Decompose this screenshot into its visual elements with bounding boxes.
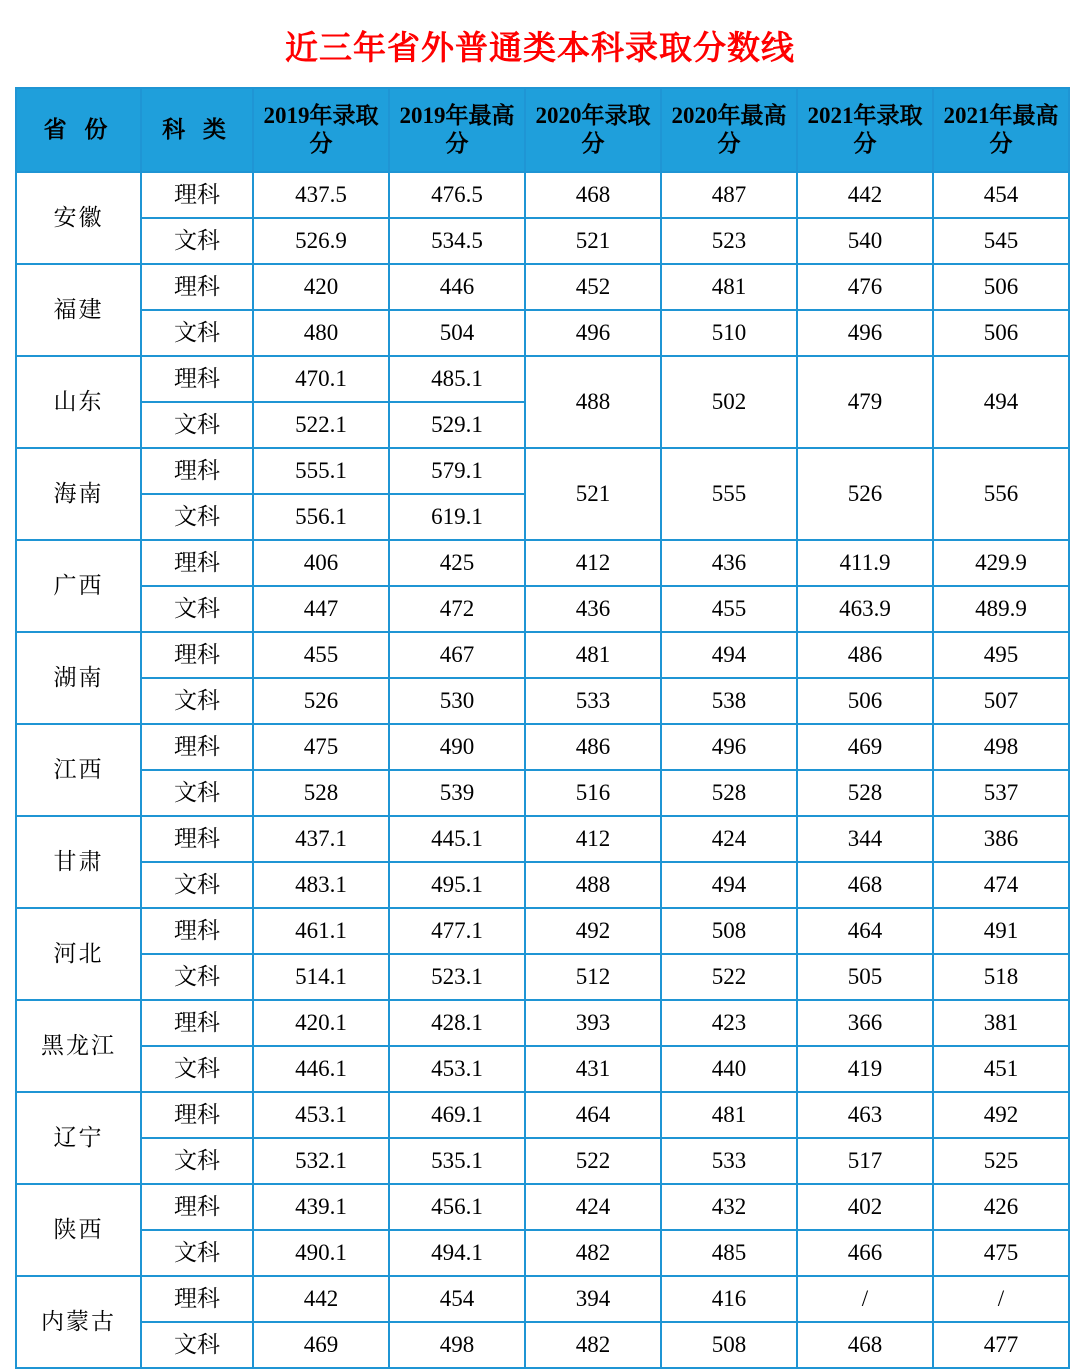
cell-score: 393 <box>525 1000 661 1046</box>
cell-score: 496 <box>797 310 933 356</box>
cell-score: 517 <box>797 1138 933 1184</box>
cell-score: 489.9 <box>933 586 1069 632</box>
cell-category: 文科 <box>141 678 253 724</box>
table-row <box>16 264 1069 310</box>
cell-score: 504 <box>389 310 525 356</box>
cell-score: 411.9 <box>797 540 933 586</box>
cell-category: 文科 <box>141 954 253 1000</box>
cell-score: 420.1 <box>253 1000 389 1046</box>
cell-score: 522 <box>661 954 797 1000</box>
cell-score: 456.1 <box>389 1184 525 1230</box>
cell-score: 545 <box>933 218 1069 264</box>
cell-score: 463.9 <box>797 586 933 632</box>
cell-category: 文科 <box>141 586 253 632</box>
cell-score: 455 <box>253 632 389 678</box>
cell-score: 442 <box>797 172 933 218</box>
cell-score: 468 <box>525 172 661 218</box>
table-row <box>16 448 1069 494</box>
cell-score: 526 <box>253 678 389 724</box>
cell-score: 523.1 <box>389 954 525 1000</box>
cell-score: 498 <box>933 724 1069 770</box>
cell-province: 辽宁 <box>16 1092 141 1184</box>
cell-score: 535.1 <box>389 1138 525 1184</box>
table-row <box>16 1184 1069 1230</box>
cell-score: 440 <box>661 1046 797 1092</box>
cell-score: 475 <box>253 724 389 770</box>
cell-score: 528 <box>797 770 933 816</box>
cell-score: 530 <box>389 678 525 724</box>
cell-category: 理科 <box>141 724 253 770</box>
cell-score: 445.1 <box>389 816 525 862</box>
page-title: 近三年省外普通类本科录取分数线 <box>285 31 795 67</box>
cell-score: 475 <box>933 1230 1069 1276</box>
cell-category: 理科 <box>141 356 253 402</box>
table-row <box>16 1276 1069 1322</box>
cell-score: 483.1 <box>253 862 389 908</box>
cell-category: 文科 <box>141 402 253 448</box>
cell-score: 555.1 <box>253 448 389 494</box>
table-row <box>16 356 1069 402</box>
cell-score: 495 <box>933 632 1069 678</box>
cell-score: 521 <box>525 448 661 540</box>
cell-score: 528 <box>253 770 389 816</box>
cell-category: 理科 <box>141 540 253 586</box>
cell-score: 510 <box>661 310 797 356</box>
cell-province: 甘肃 <box>16 816 141 908</box>
cell-score: 452 <box>525 264 661 310</box>
cell-score: 540 <box>797 218 933 264</box>
cell-score: 537 <box>933 770 1069 816</box>
cell-score: 381 <box>933 1000 1069 1046</box>
cell-score: 506 <box>933 264 1069 310</box>
cell-category: 文科 <box>141 862 253 908</box>
column-header-2020-admit: 2020年录取分 <box>525 88 661 172</box>
cell-score: 494 <box>933 356 1069 448</box>
cell-score: 579.1 <box>389 448 525 494</box>
cell-score: 526 <box>797 448 933 540</box>
cell-score: 494.1 <box>389 1230 525 1276</box>
table-row <box>16 586 1069 632</box>
cell-score: 454 <box>933 172 1069 218</box>
cell-score: 496 <box>661 724 797 770</box>
cell-score: 479 <box>797 356 933 448</box>
cell-score: 451 <box>933 1046 1069 1092</box>
cell-score: 525 <box>933 1138 1069 1184</box>
cell-score: 386 <box>933 816 1069 862</box>
cell-score: 481 <box>525 632 661 678</box>
table-row <box>16 632 1069 678</box>
cell-province: 江西 <box>16 724 141 816</box>
cell-category: 理科 <box>141 816 253 862</box>
cell-province: 安徽 <box>16 172 141 264</box>
cell-province: 黑龙江 <box>16 1000 141 1092</box>
cell-score: 463 <box>797 1092 933 1138</box>
cell-score: 482 <box>525 1230 661 1276</box>
cell-score: 481 <box>661 264 797 310</box>
cell-score: 477.1 <box>389 908 525 954</box>
cell-score: 412 <box>525 816 661 862</box>
cell-score: 482 <box>525 1322 661 1368</box>
cell-score: 464 <box>797 908 933 954</box>
cell-score: 556 <box>933 448 1069 540</box>
cell-score: 539 <box>389 770 525 816</box>
cell-score: 455 <box>661 586 797 632</box>
cell-score: / <box>933 1276 1069 1322</box>
cell-score: 461.1 <box>253 908 389 954</box>
cell-score: 402 <box>797 1184 933 1230</box>
cell-score: 412 <box>525 540 661 586</box>
table-body <box>16 172 1069 1368</box>
cell-score: 420 <box>253 264 389 310</box>
cell-score: 429.9 <box>933 540 1069 586</box>
table-row <box>16 1322 1069 1368</box>
cell-score: 529.1 <box>389 402 525 448</box>
table-header <box>16 88 1069 172</box>
table-row <box>16 724 1069 770</box>
cell-category: 文科 <box>141 1138 253 1184</box>
cell-category: 理科 <box>141 1276 253 1322</box>
cell-score: 494 <box>661 862 797 908</box>
cell-score: 507 <box>933 678 1069 724</box>
cell-score: 521 <box>525 218 661 264</box>
cell-province: 广西 <box>16 540 141 632</box>
table-row <box>16 1046 1069 1092</box>
cell-score: 481 <box>661 1092 797 1138</box>
cell-category: 文科 <box>141 310 253 356</box>
header-row <box>16 88 1069 172</box>
column-header-2021-max: 2021年最高分 <box>933 88 1069 172</box>
cell-score: 523 <box>661 218 797 264</box>
cell-score: 486 <box>797 632 933 678</box>
cell-score: 488 <box>525 356 661 448</box>
cell-score: 522.1 <box>253 402 389 448</box>
cell-score: 512 <box>525 954 661 1000</box>
cell-score: 453.1 <box>389 1046 525 1092</box>
cell-score: 476 <box>797 264 933 310</box>
cell-category: 理科 <box>141 1092 253 1138</box>
cell-score: 533 <box>661 1138 797 1184</box>
cell-score: / <box>797 1276 933 1322</box>
cell-score: 419 <box>797 1046 933 1092</box>
cell-score: 492 <box>525 908 661 954</box>
cell-score: 477 <box>933 1322 1069 1368</box>
cell-score: 505 <box>797 954 933 1000</box>
cell-score: 619.1 <box>389 494 525 540</box>
cell-score: 453.1 <box>253 1092 389 1138</box>
cell-score: 492 <box>933 1092 1069 1138</box>
cell-category: 文科 <box>141 218 253 264</box>
cell-province: 海南 <box>16 448 141 540</box>
cell-score: 496 <box>525 310 661 356</box>
cell-province: 湖南 <box>16 632 141 724</box>
table-row <box>16 1092 1069 1138</box>
cell-score: 518 <box>933 954 1069 1000</box>
cell-province: 河北 <box>16 908 141 1000</box>
cell-score: 528 <box>661 770 797 816</box>
cell-score: 446 <box>389 264 525 310</box>
table-row <box>16 172 1069 218</box>
cell-score: 431 <box>525 1046 661 1092</box>
cell-score: 480 <box>253 310 389 356</box>
table-row <box>16 954 1069 1000</box>
cell-score: 476.5 <box>389 172 525 218</box>
cell-score: 494 <box>661 632 797 678</box>
cell-score: 468 <box>797 862 933 908</box>
table-row <box>16 1000 1069 1046</box>
table-row <box>16 218 1069 264</box>
cell-score: 522 <box>525 1138 661 1184</box>
cell-score: 506 <box>797 678 933 724</box>
cell-score: 416 <box>661 1276 797 1322</box>
cell-province: 福建 <box>16 264 141 356</box>
cell-score: 366 <box>797 1000 933 1046</box>
cell-score: 428.1 <box>389 1000 525 1046</box>
cell-score: 406 <box>253 540 389 586</box>
cell-score: 469.1 <box>389 1092 525 1138</box>
cell-category: 文科 <box>141 770 253 816</box>
cell-score: 425 <box>389 540 525 586</box>
cell-score: 485 <box>661 1230 797 1276</box>
cell-score: 464 <box>525 1092 661 1138</box>
cell-score: 534.5 <box>389 218 525 264</box>
cell-score: 394 <box>525 1276 661 1322</box>
cell-category: 文科 <box>141 1322 253 1368</box>
cell-category: 文科 <box>141 1046 253 1092</box>
cell-category: 理科 <box>141 1184 253 1230</box>
cell-score: 516 <box>525 770 661 816</box>
cell-score: 469 <box>797 724 933 770</box>
cell-category: 理科 <box>141 632 253 678</box>
column-header-category: 科 类 <box>141 88 253 172</box>
cell-category: 文科 <box>141 1230 253 1276</box>
cell-province: 山东 <box>16 356 141 448</box>
table-row <box>16 310 1069 356</box>
cell-score: 470.1 <box>253 356 389 402</box>
cell-score: 487 <box>661 172 797 218</box>
cell-score: 491 <box>933 908 1069 954</box>
cell-score: 486 <box>525 724 661 770</box>
cell-province: 陕西 <box>16 1184 141 1276</box>
cell-score: 538 <box>661 678 797 724</box>
column-header-2019-admit: 2019年录取分 <box>253 88 389 172</box>
cell-score: 423 <box>661 1000 797 1046</box>
table-row <box>16 540 1069 586</box>
table-row <box>16 908 1069 954</box>
cell-score: 498 <box>389 1322 525 1368</box>
table-row <box>16 1138 1069 1184</box>
cell-score: 466 <box>797 1230 933 1276</box>
cell-province: 内蒙古 <box>16 1276 141 1368</box>
cell-score: 432 <box>661 1184 797 1230</box>
cell-score: 469 <box>253 1322 389 1368</box>
cell-score: 490 <box>389 724 525 770</box>
table-row <box>16 770 1069 816</box>
column-header-province: 省 份 <box>16 88 141 172</box>
table-row <box>16 816 1069 862</box>
cell-score: 490.1 <box>253 1230 389 1276</box>
cell-category: 文科 <box>141 494 253 540</box>
cell-score: 508 <box>661 908 797 954</box>
cell-score: 437.1 <box>253 816 389 862</box>
column-header-2021-admit: 2021年录取分 <box>797 88 933 172</box>
cell-category: 理科 <box>141 264 253 310</box>
cell-category: 理科 <box>141 448 253 494</box>
cell-score: 446.1 <box>253 1046 389 1092</box>
cell-score: 437.5 <box>253 172 389 218</box>
cell-score: 506 <box>933 310 1069 356</box>
cell-score: 468 <box>797 1322 933 1368</box>
cell-score: 439.1 <box>253 1184 389 1230</box>
table-row <box>16 862 1069 908</box>
cell-category: 理科 <box>141 1000 253 1046</box>
table-row <box>16 1230 1069 1276</box>
cell-score: 424 <box>661 816 797 862</box>
cell-score: 436 <box>661 540 797 586</box>
column-header-2019-max: 2019年最高分 <box>389 88 525 172</box>
cell-score: 514.1 <box>253 954 389 1000</box>
admission-score-table <box>15 87 1070 1369</box>
cell-score: 485.1 <box>389 356 525 402</box>
cell-score: 467 <box>389 632 525 678</box>
cell-score: 436 <box>525 586 661 632</box>
cell-score: 502 <box>661 356 797 448</box>
cell-score: 532.1 <box>253 1138 389 1184</box>
cell-score: 526.9 <box>253 218 389 264</box>
cell-score: 447 <box>253 586 389 632</box>
cell-score: 533 <box>525 678 661 724</box>
cell-score: 556.1 <box>253 494 389 540</box>
cell-score: 426 <box>933 1184 1069 1230</box>
cell-score: 454 <box>389 1276 525 1322</box>
cell-score: 424 <box>525 1184 661 1230</box>
cell-category: 理科 <box>141 172 253 218</box>
column-header-2020-max: 2020年最高分 <box>661 88 797 172</box>
table-row <box>16 678 1069 724</box>
cell-score: 442 <box>253 1276 389 1322</box>
cell-category: 理科 <box>141 908 253 954</box>
cell-score: 508 <box>661 1322 797 1368</box>
cell-score: 472 <box>389 586 525 632</box>
cell-score: 488 <box>525 862 661 908</box>
cell-score: 344 <box>797 816 933 862</box>
cell-score: 474 <box>933 862 1069 908</box>
cell-score: 555 <box>661 448 797 540</box>
cell-score: 495.1 <box>389 862 525 908</box>
